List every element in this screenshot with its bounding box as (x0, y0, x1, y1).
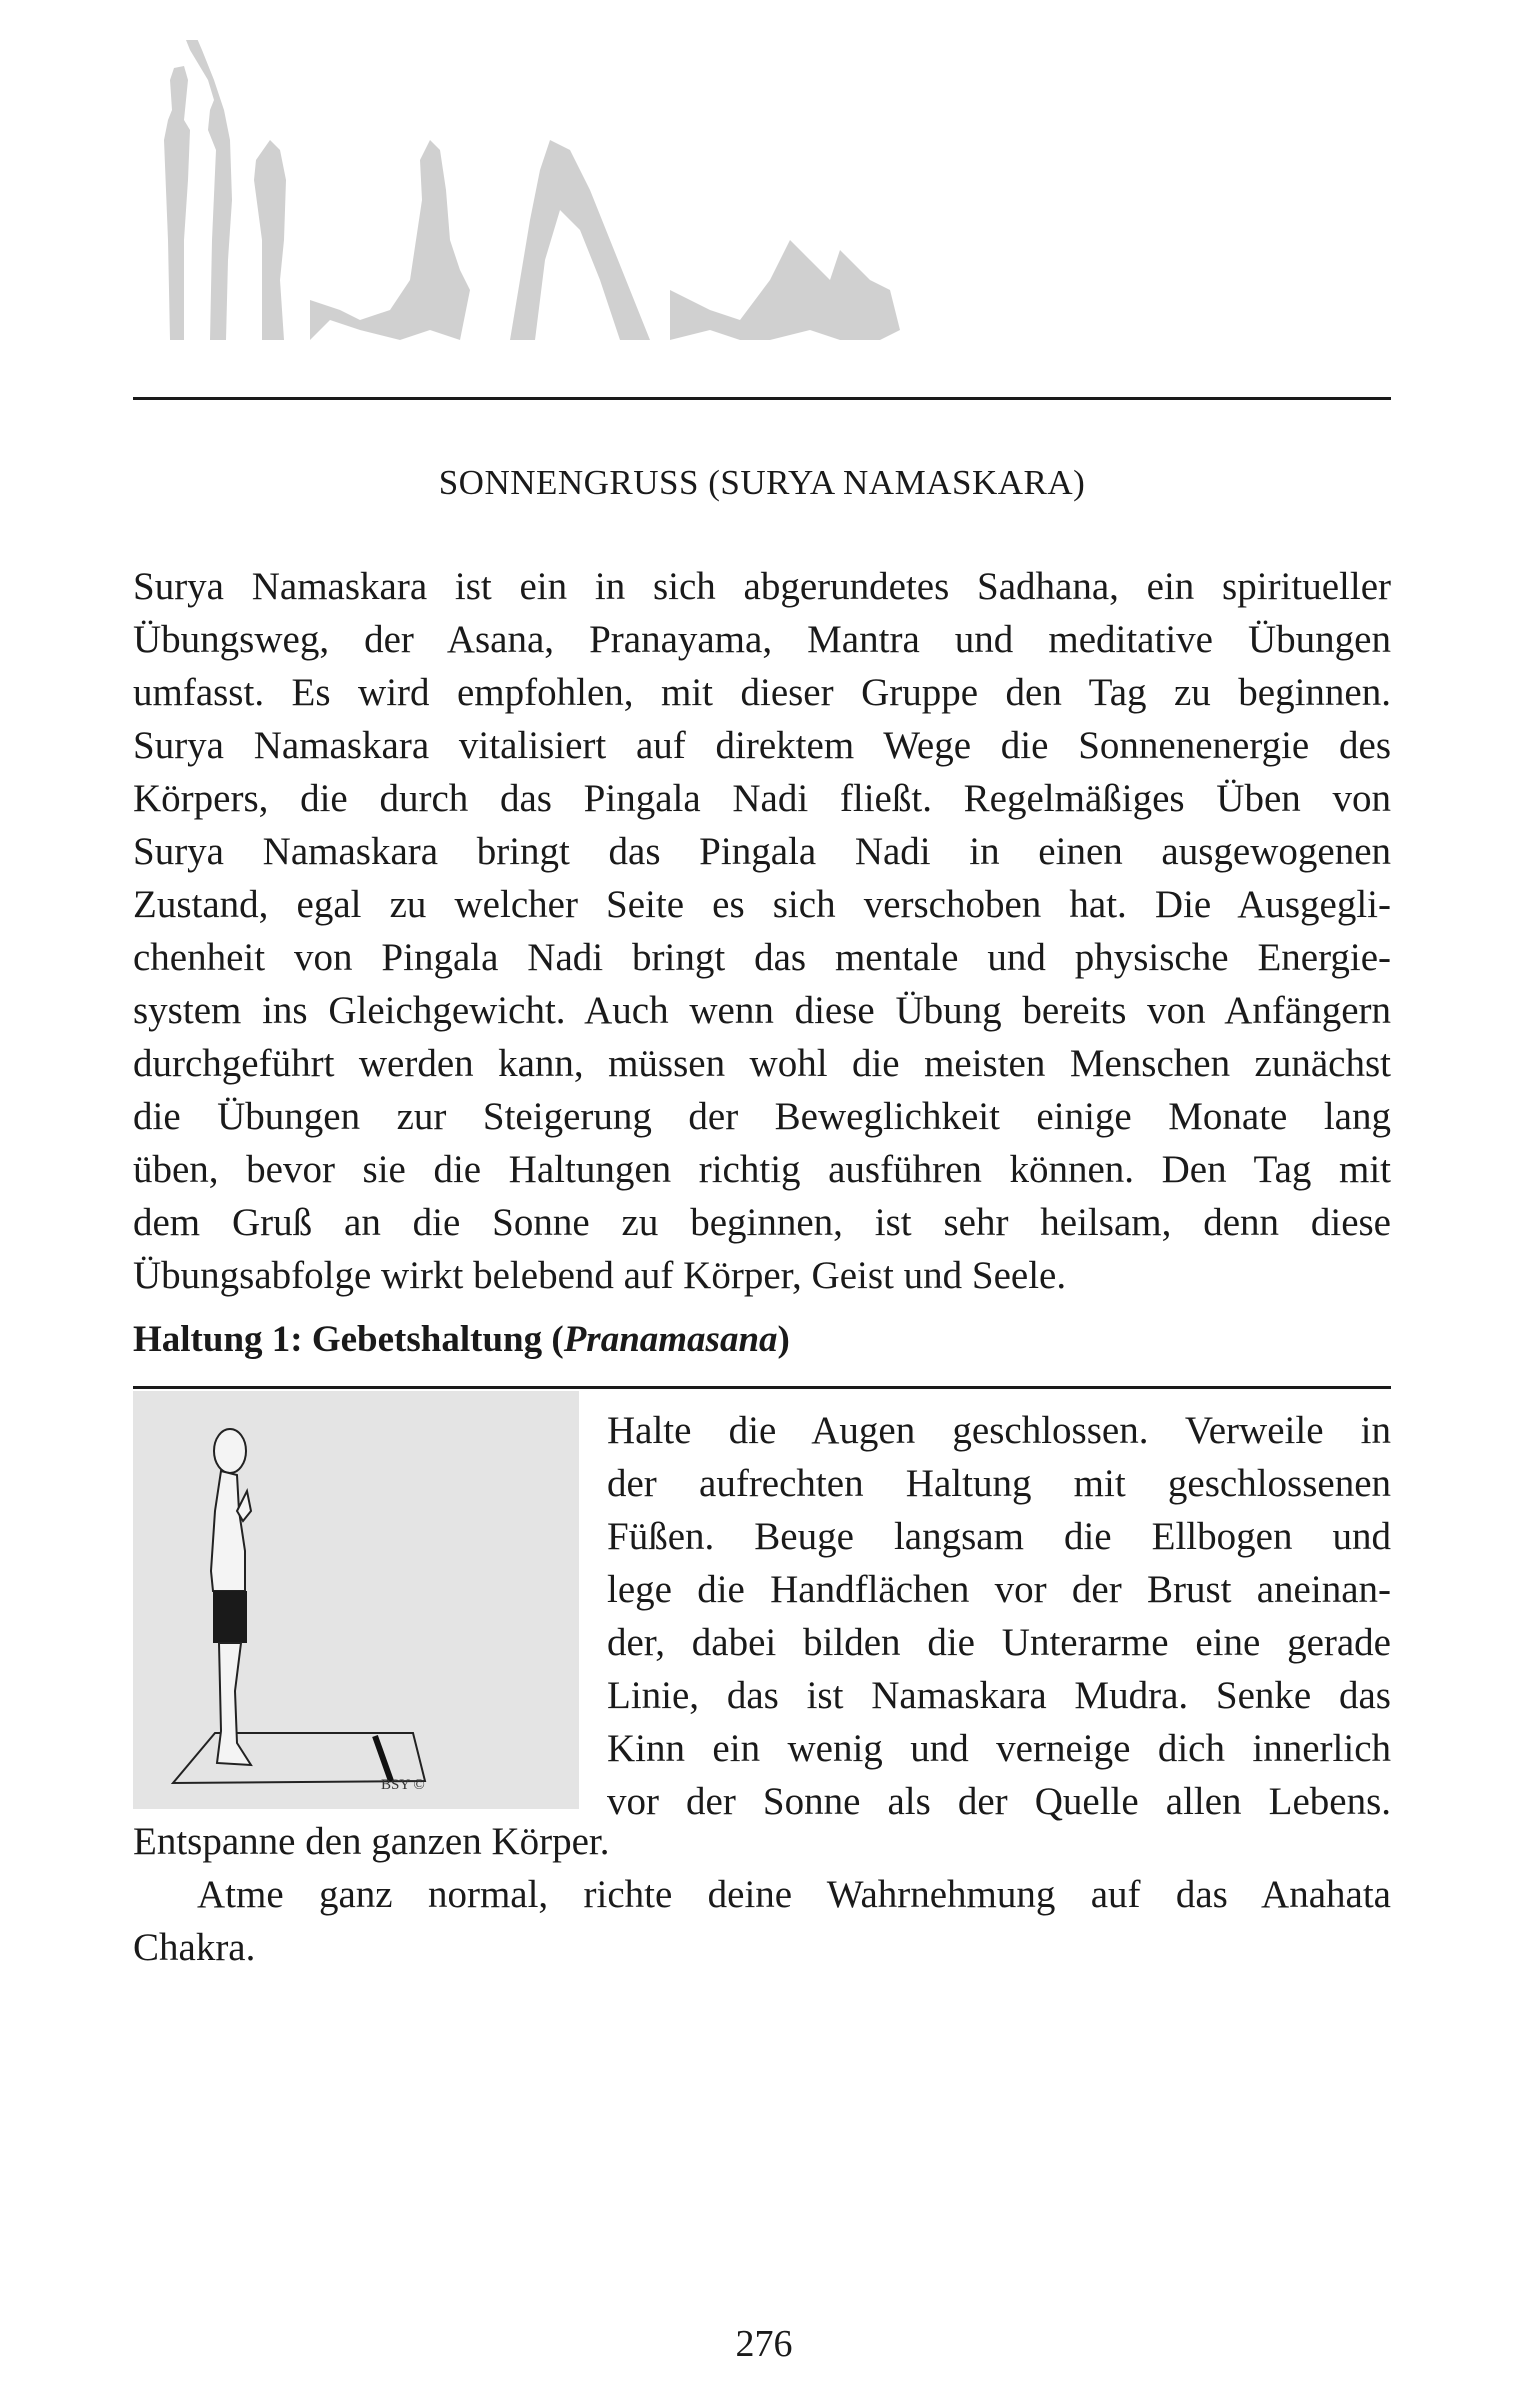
pose-line: der aufrechten Haltung mit geschlossenen (607, 1462, 1391, 1505)
pose-line: Linie, das ist Namaskara Mudra. Senke das (607, 1674, 1391, 1717)
breathing-line: Atme ganz normal, richte deine Wahrnehmung auf das Anahata (197, 1873, 1391, 1916)
pose-line: vor der Sonne als der Quelle allen Lebens. (607, 1780, 1391, 1823)
standing-prayer-figure-icon (133, 1391, 579, 1809)
intro-line: Übungsabfolge wirkt belebend auf Körper, Geist und Seele. (133, 1254, 1067, 1297)
figure-credit: BSY © (381, 1777, 425, 1793)
pose-continuation (133, 1815, 1391, 1974)
intro-line: Körpers, die durch das Pingala Nadi fließt. Regelmäßiges Üben von (133, 777, 1391, 820)
intro-line: Übungsweg, der Asana, Pranayama, Mantra und meditative Übungen (133, 618, 1391, 661)
section-heading-sanskrit: Pranamasana (563, 1319, 778, 1360)
intro-line: durchgeführt werden kann, müssen wohl die meisten Menschen zunächst (133, 1042, 1391, 1085)
pose-line: der, dabei bilden die Unterarme eine gerade (607, 1621, 1391, 1664)
intro-line: die Übungen zur Steigerung der Beweglichkeit einige Monate lang (133, 1095, 1391, 1138)
section-divider (133, 1386, 1391, 1389)
silhouette-eight-limbs (670, 240, 900, 340)
section-heading-prefix: Haltung 1: Gebetshaltung ( (133, 1319, 564, 1360)
silhouette-forward-bend (254, 140, 286, 340)
intro-line: dem Gruß an die Sonne zu beginnen, ist sehr heilsam, denn diese (133, 1201, 1391, 1244)
intro-line: üben, bevor sie die Haltungen richtig ausführen können. Den Tag mit (133, 1148, 1391, 1191)
mat-stripe (375, 1736, 391, 1781)
silhouette-raised-arms (186, 40, 232, 340)
pose-line: lege die Handflächen vor der Brust aneinan- (607, 1568, 1391, 1611)
legs (217, 1643, 251, 1765)
continuation-line: Entspanne den ganzen Körper. (133, 1820, 610, 1863)
pose-line: Kinn ein wenig und verneige dich innerlich (607, 1727, 1391, 1770)
chapter-title: SONNENGRUSS (SURYA NAMASKARA) (438, 463, 1086, 502)
header-divider (133, 397, 1391, 400)
intro-line: umfasst. Es wird empfohlen, mit dieser Gruppe den Tag zu beginnen. (133, 671, 1391, 714)
intro-line: Surya Namaskara ist ein in sich abgerundetes Sadhana, ein spiritueller (133, 565, 1391, 608)
intro-paragraph (133, 560, 1391, 1302)
intro-line: system ins Gleichgewicht. Auch wenn diese Übung bereits von Anfängern (133, 989, 1391, 1032)
section-heading-suffix: ) (777, 1319, 790, 1360)
section-heading (133, 1318, 790, 1361)
page-number: 276 (735, 2323, 793, 2365)
pose-description (607, 1404, 1391, 1828)
continuation-line: Chakra. (133, 1926, 256, 1969)
pose-line: Füßen. Beuge langsam die Ellbogen und (607, 1515, 1391, 1558)
silhouette-strip-icon (150, 40, 1350, 380)
intro-line: Zustand, egal zu welcher Seite es sich verschoben hat. Die Ausgegli- (133, 883, 1391, 926)
intro-line: Surya Namaskara vitalisiert auf direktem Wege die Sonnenenergie des (133, 724, 1391, 767)
silhouette-lunge (310, 140, 470, 340)
pose-line: Halte die Augen geschlossen. Verweile in (607, 1409, 1391, 1452)
head (214, 1429, 246, 1473)
silhouette-standing (164, 66, 190, 340)
silhouette-downward-dog (510, 140, 650, 340)
shorts (213, 1591, 247, 1643)
sun-salutation-silhouettes (150, 40, 1350, 380)
torso (211, 1471, 245, 1591)
intro-line: Surya Namaskara bringt das Pingala Nadi in einen ausgewogenen (133, 830, 1391, 873)
intro-line: chenheit von Pingala Nadi bringt das mentale und physische Energie- (133, 936, 1391, 979)
pose-illustration (133, 1391, 579, 1809)
